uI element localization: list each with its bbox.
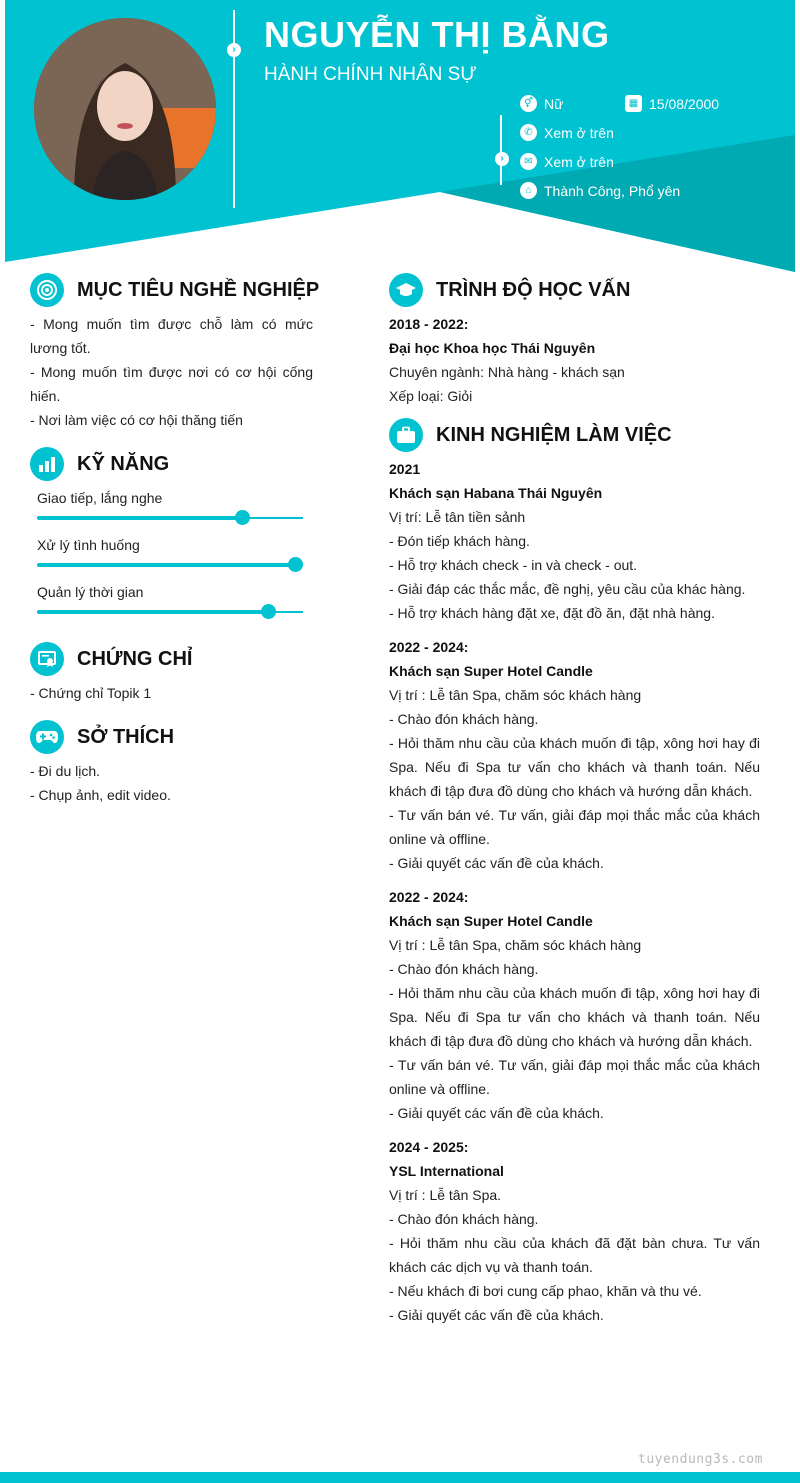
chevron-right-icon: › xyxy=(227,43,241,57)
objective-line: - Mong muốn tìm được nơi có cơ hội cống hiến. xyxy=(30,364,313,404)
job-period: 2021 xyxy=(389,461,421,477)
job-duty: - Chào đón khách hàng. xyxy=(389,961,539,977)
skill-bar-knob xyxy=(288,557,303,572)
job-position: Vị trí : Lễ tân Spa, chăm sóc khách hàng xyxy=(389,937,642,953)
job-duty: - Đón tiếp khách hàng. xyxy=(389,533,530,549)
certificate-icon xyxy=(30,642,64,676)
job-duty: - Hỏi thăm nhu cầu của khách muốn đi tập, xông hơi hay đi Spa. Nếu đi Spa tư vấn cho khách và thanh toán. Nếu khách đi tập đưa đồ dùng cho khách và hướng dẫn khách. xyxy=(389,735,760,799)
job-position: Vị trí: Lễ tân tiền sảnh xyxy=(389,509,526,525)
job-entry xyxy=(389,635,760,875)
job-duty: - Chào đón khách hàng. xyxy=(389,1211,539,1227)
job-period: 2022 - 2024: xyxy=(389,889,469,905)
address-info xyxy=(520,182,680,199)
job-duty: - Hỗ trợ khách hàng đặt xe, đặt đồ ăn, đặt nhà hàng. xyxy=(389,605,715,621)
hobbies-heading: SỞ THÍCH xyxy=(77,725,175,748)
job-duty: - Tư vấn bán vé. Tư vấn, giải đáp mọi thắc mắc của khách online và offline. xyxy=(389,1057,760,1097)
experience-heading: KINH NGHIỆM LÀM VIỆC xyxy=(436,423,672,446)
dob-value: 15/08/2000 xyxy=(649,95,720,112)
skill-bar-fill xyxy=(37,516,242,520)
experience-section-heading xyxy=(389,418,672,452)
job-duty: - Giải quyết các vấn đề của khách. xyxy=(389,1307,604,1323)
job-position: Vị trí : Lễ tân Spa. xyxy=(389,1187,502,1203)
email-value: Xem ở trên xyxy=(544,153,614,170)
skills-heading: KỸ NĂNG xyxy=(77,452,170,475)
skill-bar xyxy=(37,564,303,566)
certificates-heading: CHỨNG CHỈ xyxy=(77,647,193,670)
skill-label: Quản lý thời gian xyxy=(37,584,144,600)
skill-bar-fill xyxy=(37,563,295,567)
skill-label: Giao tiếp, lắng nghe xyxy=(37,490,163,506)
email-icon: ✉ xyxy=(520,153,537,170)
briefcase-icon xyxy=(389,418,423,452)
job-duty: - Tư vấn bán vé. Tư vấn, giải đáp mọi thắc mắc của khách online và offline. xyxy=(389,807,760,847)
job-duty: - Nếu khách đi bơi cung cấp phao, khăn và thu vé. xyxy=(389,1283,702,1299)
profile-photo xyxy=(34,18,216,200)
skills-section-heading xyxy=(30,447,169,481)
objective-line: - Mong muốn tìm được chỗ làm có mức lương tốt. xyxy=(30,316,313,356)
hobbies-section-heading xyxy=(30,720,174,754)
job-entry xyxy=(389,1135,760,1327)
education-period: 2018 - 2022: xyxy=(389,316,469,332)
contact-divider-line xyxy=(500,115,502,185)
phone-icon: ✆ xyxy=(520,124,537,141)
education-school: Đại học Khoa học Thái Nguyên xyxy=(389,340,596,356)
job-entry xyxy=(389,457,760,625)
job-position: Vị trí : Lễ tân Spa, chăm sóc khách hàng xyxy=(389,687,642,703)
job-duty: - Hỏi thăm nhu cầu của khách đã đặt bàn chưa. Tư vấn khách các dịch vụ và thanh toán. xyxy=(389,1235,760,1275)
job-period: 2024 - 2025: xyxy=(389,1139,469,1155)
header-divider-line xyxy=(233,10,235,208)
skill-bar-knob xyxy=(261,604,276,619)
education-heading: TRÌNH ĐỘ HỌC VẤN xyxy=(436,278,631,301)
job-duty: - Giải quyết các vấn đề của khách. xyxy=(389,855,604,871)
objective-section-heading xyxy=(30,273,319,307)
graduation-cap-icon xyxy=(389,273,423,307)
job-company: Khách sạn Habana Thái Nguyên xyxy=(389,485,603,501)
skill-label: Xử lý tình huống xyxy=(37,537,140,553)
hobby-item: - Chụp ảnh, edit video. xyxy=(30,787,171,803)
chevron-right-icon: › xyxy=(495,152,509,166)
job-entry xyxy=(389,885,760,1125)
job-company: YSL International xyxy=(389,1163,504,1179)
objective-line: - Nơi làm việc có cơ hội thăng tiến xyxy=(30,412,243,428)
bar-chart-icon xyxy=(30,447,64,481)
email-info xyxy=(520,153,614,170)
gender-value: Nữ xyxy=(544,95,564,112)
job-company: Khách sạn Super Hotel Candle xyxy=(389,663,593,679)
hobby-item: - Đi du lịch. xyxy=(30,763,101,779)
education-major: Chuyên ngành: Nhà hàng - khách sạn xyxy=(389,364,625,380)
job-duty: - Hỗ trợ khách check - in và check - out. xyxy=(389,557,638,573)
education-entry xyxy=(389,312,760,408)
gender-info xyxy=(520,95,563,112)
objective-text xyxy=(30,312,313,432)
phone-value: Xem ở trên xyxy=(544,124,614,141)
dob-info xyxy=(625,95,719,112)
calendar-icon: ▦ xyxy=(625,95,642,112)
skill-bar xyxy=(37,517,303,519)
skill-bar xyxy=(37,611,303,613)
job-company: Khách sạn Super Hotel Candle xyxy=(389,913,593,929)
hobbies-list xyxy=(30,759,171,807)
phone-info xyxy=(520,124,614,141)
gender-icon: ⚥ xyxy=(520,95,537,112)
address-value: Thành Công, Phổ yên xyxy=(544,182,681,199)
education-section-heading xyxy=(389,273,630,307)
job-period: 2022 - 2024: xyxy=(389,639,469,655)
gamepad-icon xyxy=(30,720,64,754)
home-icon: ⌂ xyxy=(520,182,537,199)
job-duty: - Hỏi thăm nhu cầu của khách muốn đi tập, xông hơi hay đi Spa. Nếu đi Spa tư vấn cho khách và thanh toán. Nếu khách đi tập đưa đồ dùng cho khách và hướng dẫn khách. xyxy=(389,985,760,1049)
footer-bar xyxy=(0,1472,800,1483)
skill-bar-fill xyxy=(37,610,268,614)
education-grade: Xếp loại: Giỏi xyxy=(389,388,473,404)
skill-bar-knob xyxy=(235,510,250,525)
job-duty: - Chào đón khách hàng. xyxy=(389,711,539,727)
candidate-name: NGUYỄN THỊ BẰNG xyxy=(264,14,610,55)
job-duty: - Giải đáp các thắc mắc, đề nghị, yêu cầu của khác hàng. xyxy=(389,581,746,597)
candidate-job-title: HÀNH CHÍNH NHÂN SỰ xyxy=(264,64,477,85)
job-duty: - Giải quyết các vấn đề của khách. xyxy=(389,1105,604,1121)
objective-heading: MỤC TIÊU NGHỀ NGHIỆP xyxy=(77,278,320,301)
target-icon xyxy=(30,273,64,307)
certificates-section-heading xyxy=(30,642,192,676)
certificate-item: - Chứng chỉ Topik 1 xyxy=(30,685,152,701)
watermark: tuyendung3s.com xyxy=(638,1452,763,1467)
